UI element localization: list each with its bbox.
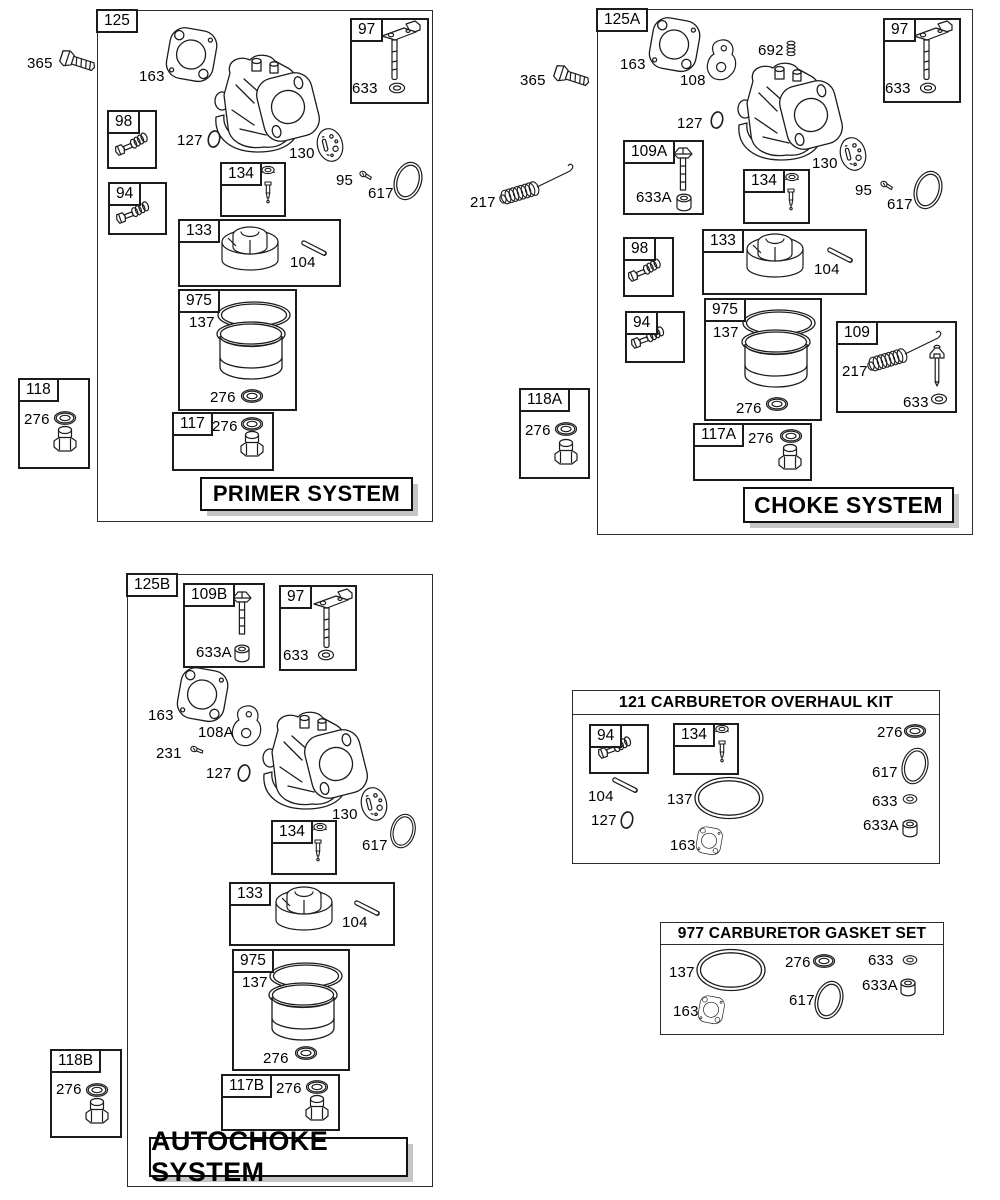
part-label-231: 231: [156, 745, 182, 762]
part-label-127: 127: [591, 812, 617, 829]
primer-tag-133: 133: [178, 219, 220, 243]
part-label-633A: 633A: [862, 977, 898, 994]
part-label-633: 633: [352, 80, 378, 97]
choke-tag-98: 98: [623, 237, 656, 261]
part-label-276: 276: [736, 400, 762, 417]
choke-tag-97: 97: [883, 18, 916, 42]
primer-tag-118: 118: [18, 378, 59, 402]
part-label-633A: 633A: [196, 644, 232, 661]
primer-tag-975: 975: [178, 289, 220, 313]
primer-tag-98: 98: [107, 110, 140, 134]
primer-part-box-94: [108, 182, 167, 235]
part-label-108A: 108A: [198, 724, 234, 741]
choke-part-box-134: [743, 169, 810, 224]
overhaul-kit-title: 121 CARBURETOR OVERHAUL KIT: [573, 691, 939, 715]
part-label-104: 104: [290, 254, 316, 271]
kit-part-box-94: [589, 724, 649, 774]
autochoke-system-title: AUTOCHOKE SYSTEM: [149, 1137, 408, 1177]
part-label-692: 692: [758, 42, 784, 59]
part-label-104: 104: [814, 261, 840, 278]
choke-tag-109A: 109A: [623, 140, 675, 164]
part-label-276: 276: [212, 418, 238, 435]
part-label-108: 108: [680, 72, 706, 89]
part-label-127: 127: [177, 132, 203, 149]
autochoke-tag-117B: 117B: [221, 1074, 272, 1098]
autochoke-tag-118B: 118B: [50, 1049, 101, 1073]
choke-box-tag: 125A: [596, 8, 648, 32]
kit-tag-94: 94: [589, 724, 622, 748]
autochoke-tag-97: 97: [279, 585, 312, 609]
part-label-137: 137: [242, 974, 268, 991]
part-label-633: 633: [872, 793, 898, 810]
primer-part-box-134: [220, 162, 286, 217]
autochoke-part-box-975: [232, 949, 350, 1071]
kit-part-box-134: [673, 723, 739, 775]
part-label-217: 217: [842, 363, 868, 380]
autochoke-tag-109B: 109B: [183, 583, 235, 607]
choke-part-box-98: [623, 237, 674, 297]
part-label-276: 276: [276, 1080, 302, 1097]
autochoke-tag-975: 975: [232, 949, 274, 973]
part-label-365: 365: [27, 55, 53, 72]
choke-part-box-94: [625, 311, 685, 363]
choke-part-box-133: [702, 229, 867, 295]
choke-system-title: CHOKE SYSTEM: [743, 487, 954, 523]
gasket-set-title: 977 CARBURETOR GASKET SET: [661, 923, 943, 945]
autochoke-part-box-134: [271, 820, 337, 875]
primer-part-box-975: [178, 289, 297, 411]
part-label-95: 95: [336, 172, 354, 189]
part-label-617: 617: [362, 837, 388, 854]
part-label-365: 365: [520, 72, 546, 89]
part-label-127: 127: [206, 765, 232, 782]
spr217-illustration: [499, 164, 573, 205]
primer-part-box-133: [178, 219, 341, 287]
part-label-137: 137: [667, 791, 693, 808]
part-label-617: 617: [872, 764, 898, 781]
primer-tag-134: 134: [220, 162, 262, 186]
choke-tag-118A: 118A: [519, 388, 570, 412]
primer-system-title: PRIMER SYSTEM: [200, 477, 413, 511]
primer-tag-94: 94: [108, 182, 141, 206]
part-label-633: 633: [903, 394, 929, 411]
part-label-276: 276: [56, 1081, 82, 1098]
part-label-137: 137: [669, 964, 695, 981]
part-label-633A: 633A: [636, 189, 672, 206]
part-label-633: 633: [283, 647, 309, 664]
primer-box-tag: 125: [96, 9, 138, 33]
autochoke-tag-134: 134: [271, 820, 313, 844]
part-label-633: 633: [868, 952, 894, 969]
kit-tag-134: 134: [673, 723, 715, 747]
part-label-163: 163: [139, 68, 165, 85]
choke-part-box-975: [704, 298, 822, 421]
part-label-95: 95: [855, 182, 873, 199]
part-label-163: 163: [148, 707, 174, 724]
part-label-163: 163: [673, 1003, 699, 1020]
part-label-163: 163: [670, 837, 696, 854]
primer-part-box-98: [107, 110, 157, 169]
primer-tag-97: 97: [350, 18, 383, 42]
choke-tag-94: 94: [625, 311, 658, 335]
choke-tag-134: 134: [743, 169, 785, 193]
part-label-137: 137: [189, 314, 215, 331]
choke-tag-117A: 117A: [693, 423, 744, 447]
gasket-set-box: [660, 922, 944, 1035]
part-label-633: 633: [885, 80, 911, 97]
part-label-163: 163: [620, 56, 646, 73]
choke-tag-109: 109: [836, 321, 878, 345]
choke-tag-975: 975: [704, 298, 746, 322]
part-label-276: 276: [263, 1050, 289, 1067]
autochoke-tag-133: 133: [229, 882, 271, 906]
autochoke-box-tag: 125B: [126, 573, 178, 597]
part-label-633A: 633A: [863, 817, 899, 834]
part-label-617: 617: [789, 992, 815, 1009]
part-label-276: 276: [525, 422, 551, 439]
part-label-276: 276: [785, 954, 811, 971]
choke-tag-133: 133: [702, 229, 744, 253]
part-label-130: 130: [812, 155, 838, 172]
autochoke-part-box-133: [229, 882, 395, 946]
bolt365-illustration: [59, 49, 97, 75]
part-label-276: 276: [877, 724, 903, 741]
part-label-617: 617: [887, 196, 913, 213]
part-label-130: 130: [332, 806, 358, 823]
part-label-137: 137: [713, 324, 739, 341]
part-label-276: 276: [24, 411, 50, 428]
part-label-276: 276: [748, 430, 774, 447]
part-label-104: 104: [588, 788, 614, 805]
part-label-617: 617: [368, 185, 394, 202]
part-label-127: 127: [677, 115, 703, 132]
primer-tag-117: 117: [172, 412, 213, 436]
part-label-217: 217: [470, 194, 496, 211]
part-label-276: 276: [210, 389, 236, 406]
part-label-104: 104: [342, 914, 368, 931]
bolt365-illustration: [553, 64, 591, 90]
part-label-130: 130: [289, 145, 315, 162]
